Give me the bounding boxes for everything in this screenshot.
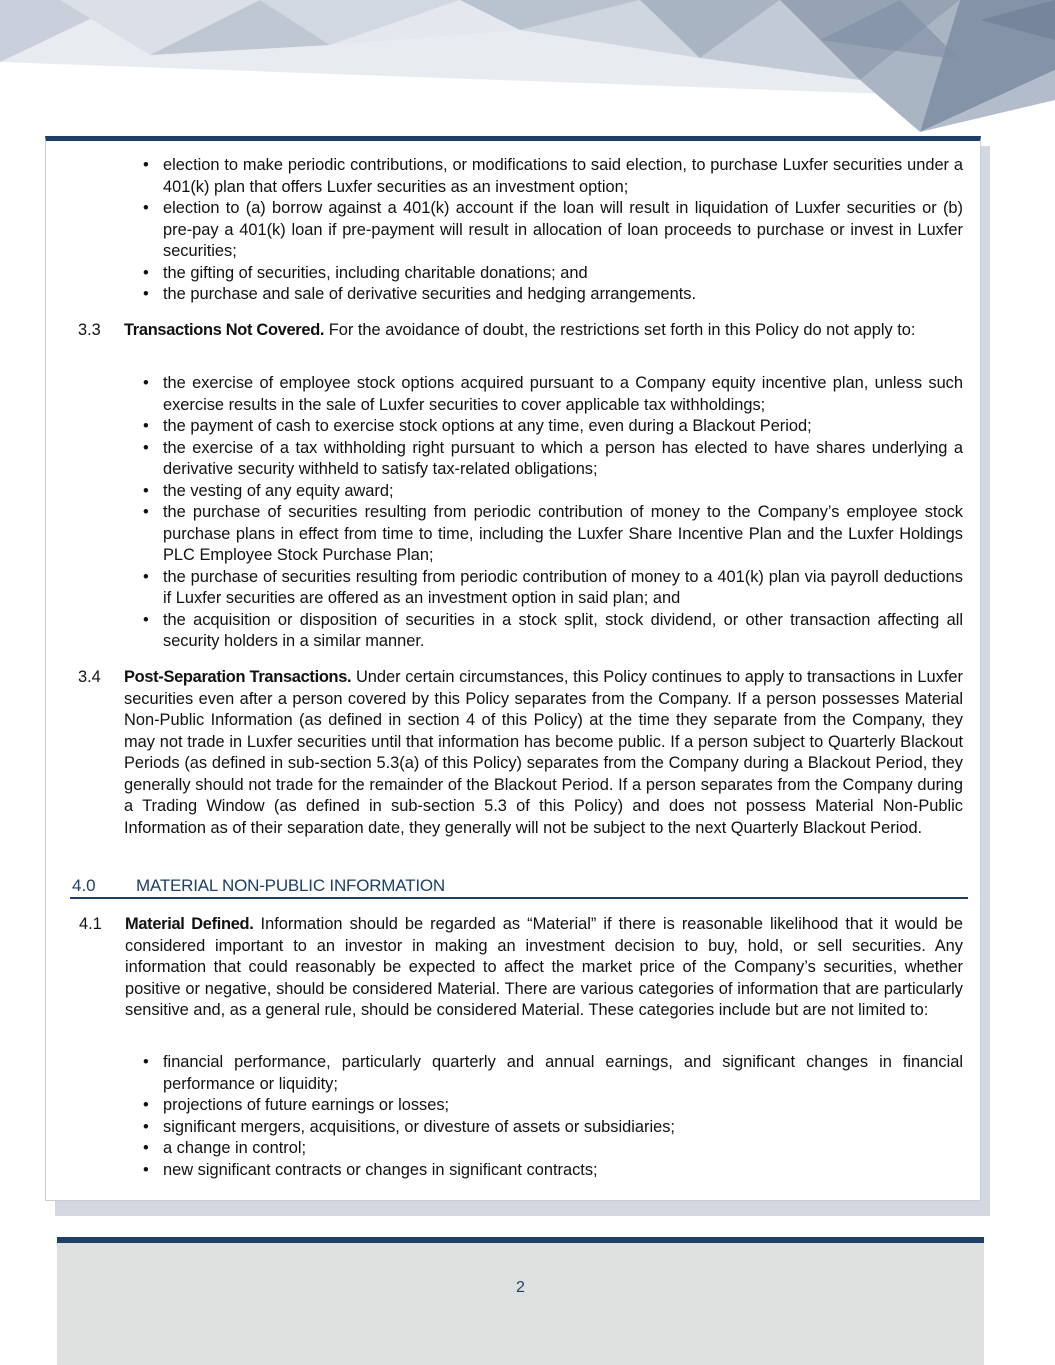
bullet-icon: • [143, 417, 149, 435]
list-item: • projections of future earnings or losses; [143, 1095, 963, 1117]
list-item: • new significant contracts or changes in significant contracts; [143, 1160, 963, 1182]
bullet-icon: • [143, 374, 149, 392]
list-item: • the vesting of any equity award; [143, 481, 963, 503]
bullet-icon: • [143, 285, 149, 303]
list-item: • election to (a) borrow against a 401(k) account if the loan will result in liquidation of Luxfer securities or (b) pre-pay a 401(k) loan if pre-payment will result in allocation of loan proceeds to purchase or invest in Luxfer securities; [143, 199, 963, 260]
bullet-list-material-categories [143, 1052, 963, 1181]
list-item: • a change in control; [143, 1138, 963, 1160]
bullet-icon: • [143, 1096, 149, 1114]
section-number-3-4: 3.4 [78, 668, 101, 686]
page-footer [57, 1237, 984, 1365]
bullet-icon: • [143, 1160, 149, 1179]
bullet-icon: • [143, 438, 149, 457]
bullet-list-not-covered [143, 373, 963, 653]
heading-title: MATERIAL NON-PUBLIC INFORMATION [136, 876, 445, 895]
section-title: Post-Separation Transactions. [124, 668, 352, 686]
list-item: • the exercise of a tax withholding right pursuant to which a person has elected to have shares underlying a derivative security withheld to satisfy tax-related obligations; [143, 438, 963, 478]
list-item: • the payment of cash to exercise stock options at any time, even during a Blackout Period; [143, 416, 963, 438]
bullet-icon: • [143, 1139, 149, 1157]
list-item: • financial performance, particularly quarterly and annual earnings, and significant changes in financial performance or liquidity; [143, 1053, 963, 1093]
list-item: • significant mergers, acquisitions, or divesture of assets or subsidiaries; [143, 1117, 963, 1139]
bullet-icon: • [143, 199, 149, 217]
list-item: • election to make periodic contributions, or modifications to said election, to purchase Luxfer securities under a 401(k) plan that offers Luxfer securities as an investment option; [143, 156, 963, 196]
section-title: Material Defined. [125, 915, 254, 933]
heading-number: 4.0 [72, 876, 96, 895]
list-item: • the exercise of employee stock options acquired pursuant to a Company equity incentive plan, unless such exercise results in the sale of Luxfer securities to cover applicable tax withholdings; [143, 374, 963, 414]
section-4-1-paragraph: Material Defined. Information should be regarded as “Material” if there is reasonable likelihood that it would be considered important to an investor in making an investment decision to buy, hold, or sell securities. Any information that could reasonably be expected to affect the market price of the Company’s securities, whether positive or negative, should be considered Material. There are various categories of information that are particularly sensitive and, as a general rule, should be considered Material. These categories include but are not limited to: [125, 915, 963, 1019]
bullet-icon: • [143, 610, 149, 629]
bullet-icon: • [143, 567, 149, 586]
list-item: • the gifting of securities, including charitable donations; and [143, 263, 963, 285]
bullet-icon: • [143, 503, 149, 521]
bullet-icon: • [143, 156, 149, 174]
page-number: 2 [516, 1279, 525, 1296]
section-3-3-paragraph: Transactions Not Covered. For the avoidance of doubt, the restrictions set forth in this Policy do not apply to: [124, 321, 916, 339]
bullet-icon: • [143, 263, 149, 282]
header-polygon-art [0, 0, 1055, 140]
section-number-3-3: 3.3 [78, 321, 101, 339]
bullet-icon: • [143, 1053, 149, 1071]
list-item: • the purchase of securities resulting from periodic contribution of money to the Company’s employee stock purchase plans in effect from time to time, including the Luxfer Share Incentive Plan and the Luxfer Holdings PLC Employee Stock Purchase Plan; [143, 503, 963, 564]
section-title: Transactions Not Covered. [124, 321, 325, 339]
section-3-4-paragraph: Post-Separation Transactions. Under certain circumstances, this Policy continues to apply to transactions in Luxfer securities even after a person covered by this Policy separates from the Company. If a person possesses Material Non-Public Information (as defined in section 4 of this Policy) at the time they separate from the Company, they may not trade in Luxfer securities until that information has become public. If a person subject to Quarterly Blackout Periods (as defined in sub-section 5.3(a) of this Policy) separates from the Company during a Blackout Period, they generally should not trade for the remainder of the Blackout Period. If a person separates from the Company during a Trading Window (as defined in sub-section 5.3 of this Policy) and does not possess Material Non-Public Information as of their separation date, they generally will not be subject to the next Quarterly Blackout Period. [124, 668, 963, 837]
list-item: • the purchase and sale of derivative securities and hedging arrangements. [143, 284, 963, 306]
section-heading-4-0 [70, 875, 968, 899]
section-number-4-1: 4.1 [79, 915, 102, 933]
bullet-list-covered-continued [143, 155, 963, 306]
list-item: • the purchase of securities resulting from periodic contribution of money to a 401(k) plan via payroll deductions if Luxfer securities are offered as an investment option in said plan; and [143, 567, 963, 607]
bullet-icon: • [143, 481, 149, 500]
bullet-icon: • [143, 1117, 149, 1136]
list-item: • the acquisition or disposition of securities in a stock split, stock dividend, or other transaction affecting all security holders in a similar manner. [143, 610, 963, 650]
